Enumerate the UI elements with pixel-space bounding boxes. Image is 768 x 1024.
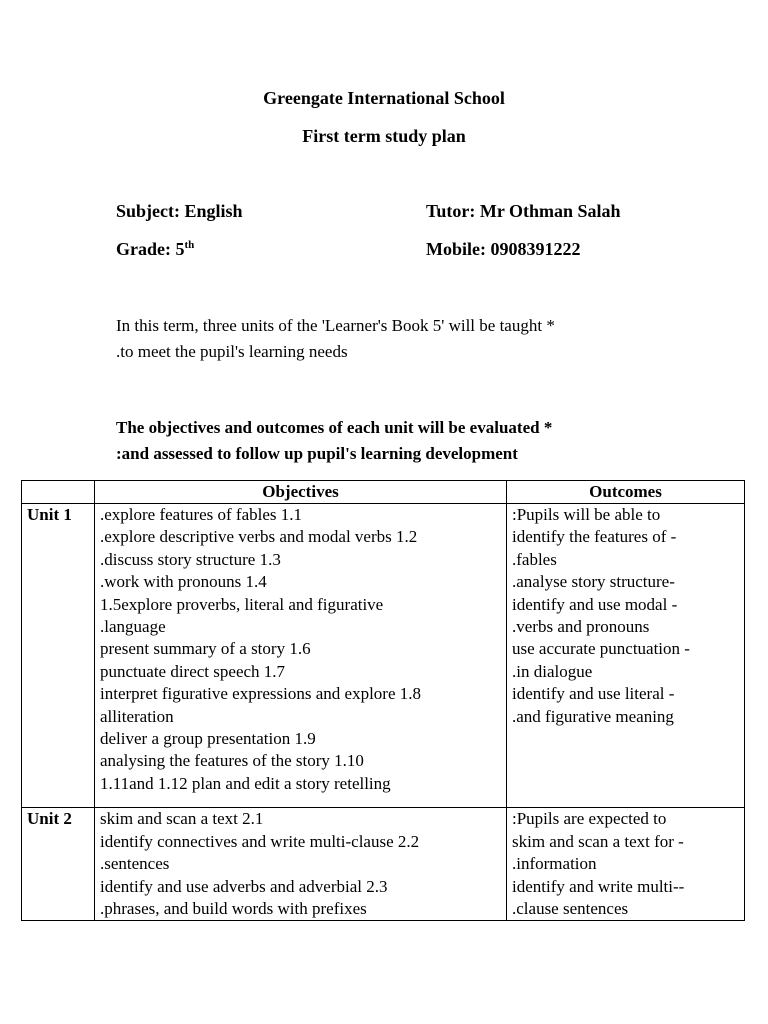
outcome-line: identify and use modal -: [512, 594, 678, 614]
intro-paragraph: [116, 313, 676, 365]
outcome-line: .in dialogue: [512, 661, 593, 681]
evaluation-note: [116, 415, 676, 467]
outcome-line: .information: [512, 854, 597, 874]
study-plan-table: [21, 480, 745, 921]
objective-line: 1.11and 1.12 plan and edit a story retelling: [100, 773, 391, 793]
grade-superscript: th: [184, 239, 195, 251]
objective-line: .explore descriptive verbs and modal verbs 1.2: [100, 527, 418, 547]
objective-line: alliteration: [100, 706, 174, 726]
outcome-line: :Pupils are expected to: [512, 809, 667, 829]
unit-cell: Unit 2: [22, 808, 95, 921]
table-header-row: [22, 481, 745, 504]
outcome-line: .verbs and pronouns: [512, 617, 650, 637]
objective-line: interpret figurative expressions and explore 1.8: [100, 684, 422, 704]
plan-title: First term study plan: [302, 126, 466, 146]
outcome-line: identify and use literal -: [512, 684, 675, 704]
outcomes-cell: [507, 504, 745, 808]
objective-line: present summary of a story 1.6: [100, 639, 311, 659]
outcome-line: identify the features of -: [512, 527, 677, 547]
objectives-cell: [95, 504, 507, 808]
objective-line: deliver a group presentation 1.9: [100, 729, 316, 749]
outcomes-cell: [507, 808, 745, 921]
table-row: [22, 808, 745, 921]
note-line-1: The objectives and outcomes of each unit will be evaluated *: [116, 418, 553, 437]
objective-line: .discuss story structure 1.3: [100, 549, 281, 569]
objective-line: 1.5explore proverbs, literal and figurative: [100, 594, 384, 614]
objective-line: analysing the features of the story 1.10: [100, 751, 364, 771]
outcome-line: skim and scan a text for -: [512, 831, 684, 851]
note-line-2: :and assessed to follow up pupil's learning development: [116, 444, 518, 463]
intro-line-2: .to meet the pupil's learning needs: [116, 342, 348, 361]
outcome-line: identify and write multi--: [512, 876, 685, 896]
objective-line: .language: [100, 617, 166, 637]
objective-line: identify connectives and write multi-clause 2.2: [100, 831, 420, 851]
header-objectives: Objectives: [95, 481, 507, 504]
header-unit: [22, 481, 95, 504]
intro-line-1: In this term, three units of the 'Learner's Book 5' will be taught *: [116, 316, 555, 335]
outcome-line: .analyse story structure-: [512, 572, 675, 592]
mobile-label: Mobile: 0908391222: [426, 239, 581, 259]
table-row: [22, 504, 745, 808]
outcome-line: :Pupils will be able to: [512, 505, 661, 524]
header-outcomes: Outcomes: [507, 481, 745, 504]
unit-cell: Unit 1: [22, 504, 95, 808]
objective-line: .sentences: [100, 854, 170, 874]
subject-label: Subject: English: [116, 201, 243, 221]
objective-line: .phrases, and build words with prefixes: [100, 898, 367, 918]
outcome-line: .clause sentences: [512, 898, 629, 918]
objective-line: skim and scan a text 2.1: [100, 809, 264, 829]
objective-line: .explore features of fables 1.1: [100, 505, 303, 524]
outcome-line: .fables: [512, 549, 557, 569]
objective-line: punctuate direct speech 1.7: [100, 661, 286, 681]
outcome-line: .and figurative meaning: [512, 706, 674, 726]
grade-text: Grade: 5: [116, 239, 185, 259]
tutor-label: Tutor: Mr Othman Salah: [426, 201, 621, 221]
objectives-cell: [95, 808, 507, 921]
outcome-line: use accurate punctuation -: [512, 639, 690, 659]
school-name: Greengate International School: [263, 88, 505, 108]
objective-line: .work with pronouns 1.4: [100, 572, 267, 592]
objective-line: identify and use adverbs and adverbial 2.3: [100, 876, 388, 896]
grade-label: [116, 239, 194, 260]
